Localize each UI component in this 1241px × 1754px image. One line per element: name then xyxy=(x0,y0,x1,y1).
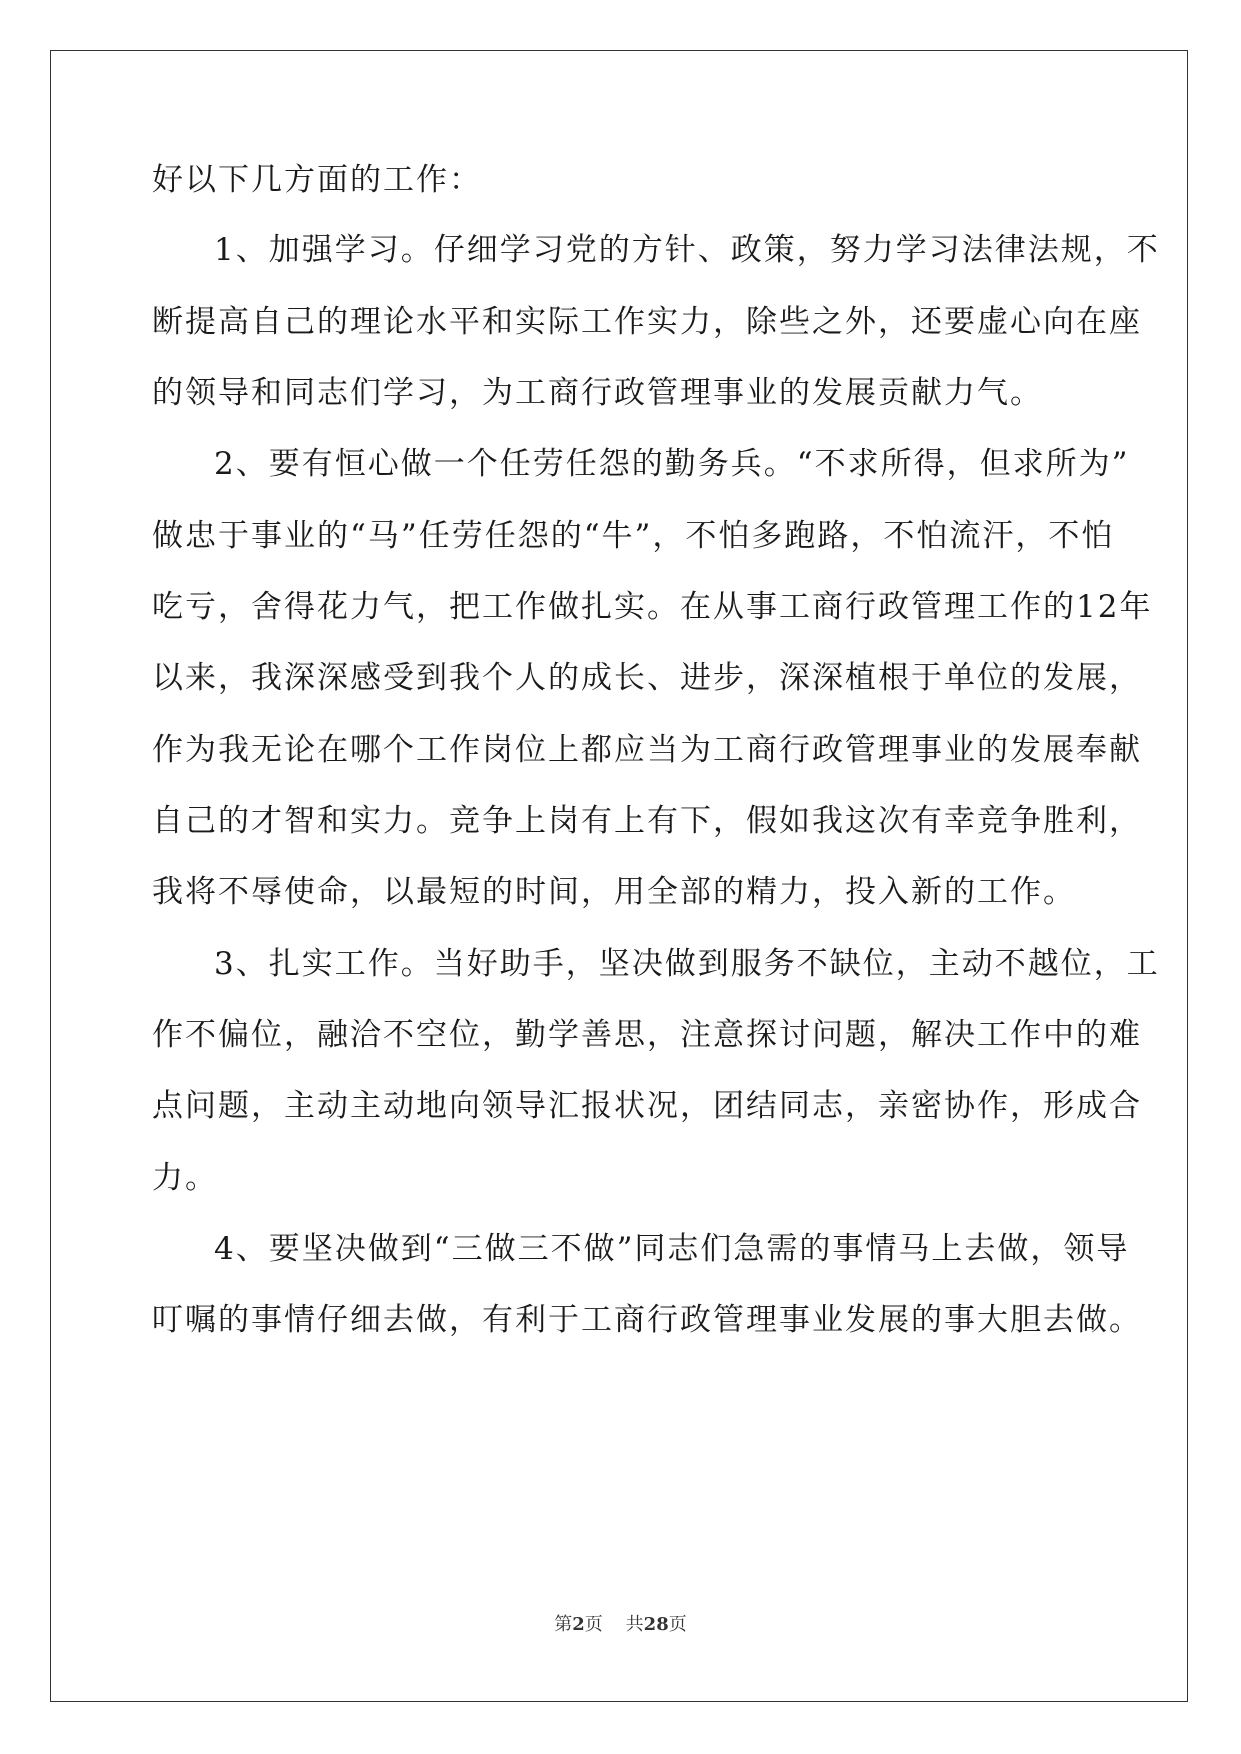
paragraph-3-start: 3、扎实工作。当好助手，坚决做到服务不缺位，主动不越位，工 xyxy=(214,946,1160,982)
footer-total-suffix: 页 xyxy=(668,1614,687,1635)
text-line: 作为我无论在哪个工作岗位上都应当为工商行政管理事业的发展奉献 xyxy=(152,732,1142,768)
text-line: 点问题，主动主动地向领导汇报状况，团结同志，亲密协作，形成合 xyxy=(152,1088,1142,1124)
text-line: 的领导和同志们学习，为工商行政管理事业的发展贡献力气。 xyxy=(152,375,1043,411)
page-footer xyxy=(0,1610,1241,1636)
current-page-number: 2 xyxy=(572,1614,585,1635)
text-line: 我将不辱使命，以最短的时间，用全部的精力，投入新的工作。 xyxy=(152,874,1076,910)
text-line: 断提高自己的理论水平和实际工作实力，除些之外，还要虚心向在座 xyxy=(152,304,1142,340)
text-line: 力。 xyxy=(152,1160,218,1196)
paragraph-1-start: 1、加强学习。仔细学习党的方针、政策，努力学习法律法规，不 xyxy=(214,232,1160,268)
text-line: 叮嘱的事情仔细去做，有利于工商行政管理事业发展的事大胆去做。 xyxy=(152,1302,1142,1338)
text-line: 作不偏位，融洽不空位，勤学善思，注意探讨问题，解决工作中的难 xyxy=(152,1017,1142,1053)
footer-page-suffix: 页 xyxy=(584,1614,603,1635)
footer-prefix: 第 xyxy=(554,1614,573,1635)
paragraph-4-start: 4、要坚决做到“三做三不做”同志们急需的事情马上去做，领导 xyxy=(214,1231,1130,1267)
text-line: 吃亏，舍得花力气，把工作做扎实。在从事工商行政管理工作的12年 xyxy=(152,589,1153,625)
text-line: 好以下几方面的工作： xyxy=(152,162,482,198)
text-line: 自己的才智和实力。竞争上岗有上有下，假如我这次有幸竞争胜利， xyxy=(152,803,1142,839)
text-line: 做忠于事业的“马”任劳任怨的“牛”，不怕多跑路，不怕流汗，不怕 xyxy=(152,518,1115,554)
paragraph-2-start: 2、要有恒心做一个任劳任怨的勤务兵。“不求所得，但求所为” xyxy=(214,446,1130,482)
footer-total-prefix: 共 xyxy=(625,1614,644,1635)
text-line: 以来，我深深感受到我个人的成长、进步，深深植根于单位的发展， xyxy=(152,660,1142,696)
total-page-count: 28 xyxy=(643,1614,669,1635)
